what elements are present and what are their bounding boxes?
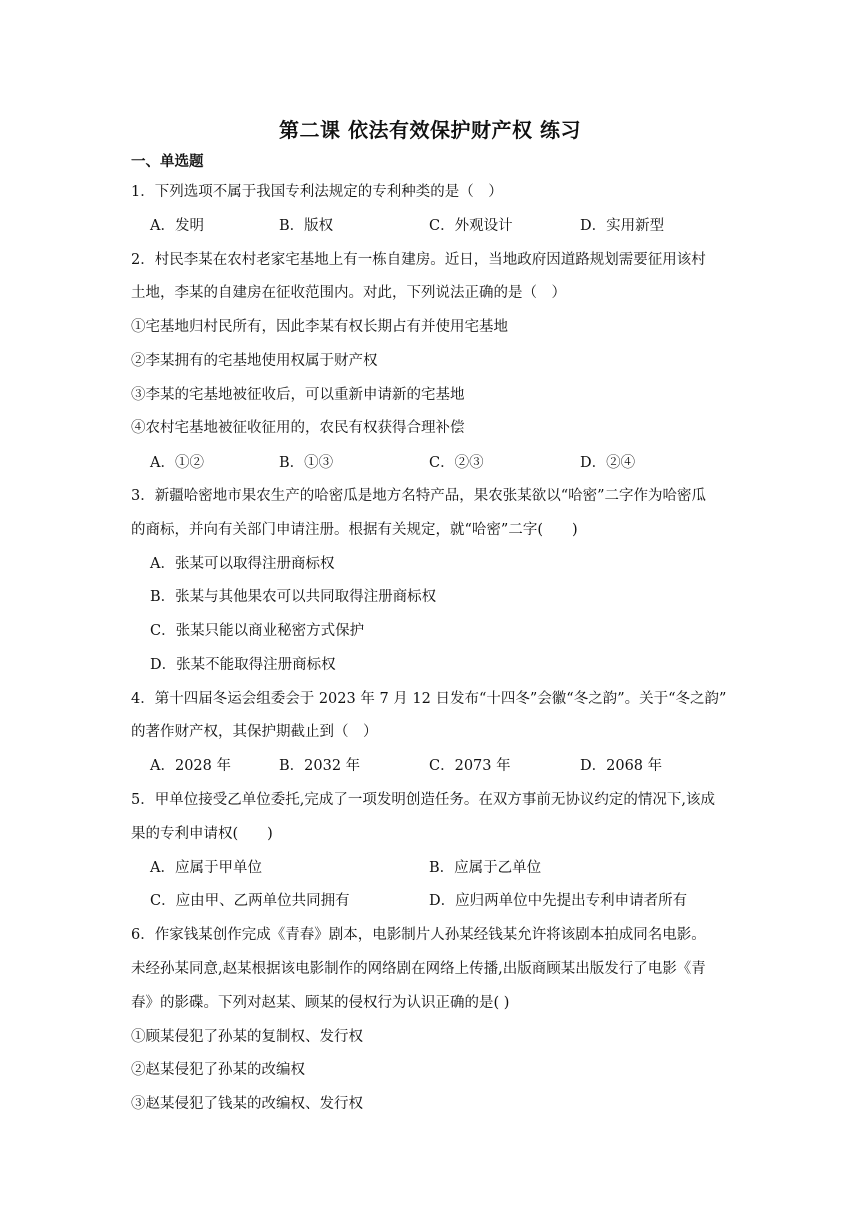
q5-option-b: B．应属于乙单位 xyxy=(429,860,542,876)
question-6-stem-line-3: 春》的影碟。下列对赵某、顾某的侵权行为认识正确的是( ) xyxy=(131,995,510,1011)
q3-option-c: C．张某只能以商业秘密方式保护 xyxy=(150,623,365,639)
question-3-stem-line-1: 3．新疆哈密地市果农生产的哈密瓜是地方名特产品，果农张某欲以“哈密”二字作为哈密瓜 xyxy=(131,488,707,504)
question-2-stem-line-2: 土地，李某的自建房在征收范围内。对此，下列说法正确的是（ ） xyxy=(131,285,566,301)
question-6-statement-2: ②赵某侵犯了孙某的改编权 xyxy=(131,1062,305,1078)
q3-option-a: A．张某可以取得注册商标权 xyxy=(150,556,335,572)
q2-option-a: A．①② xyxy=(150,455,204,471)
question-4-stem-line-1: 4．第十四届冬运会组委会于 2023 年 7 月 12 日发布“十四冬”会徽“冬之韵”。关于“冬之韵” xyxy=(131,691,727,707)
q4-option-b: B．2032 年 xyxy=(279,758,361,774)
page-title: 第二课 依法有效保护财产权 练习 xyxy=(279,118,581,142)
q5-option-d: D．应归两单位中先提出专利申请者所有 xyxy=(429,893,688,909)
q1-option-c: C．外观设计 xyxy=(429,218,513,234)
q1-option-d: D．实用新型 xyxy=(580,218,665,234)
q1-option-b: B．版权 xyxy=(279,218,334,234)
q4-option-d: D．2068 年 xyxy=(580,758,663,774)
q4-option-c: C．2073 年 xyxy=(429,758,511,774)
question-2-stem-line-1: 2．村民李某在农村老家宅基地上有一栋自建房。近日，当地政府因道路规划需要征用该村 xyxy=(131,252,706,268)
q3-option-d: D．张某不能取得注册商标权 xyxy=(150,657,336,673)
q1-option-a: A．发明 xyxy=(150,218,204,234)
q5-option-a: A．应属于甲单位 xyxy=(150,860,262,876)
question-5-stem-line-2: 果的专利申请权( ) xyxy=(131,826,273,842)
question-2-statement-3: ③李某的宅基地被征收后，可以重新申请新的宅基地 xyxy=(131,387,465,403)
question-4-stem-line-2: 的著作财产权，其保护期截止到（ ） xyxy=(131,724,378,740)
section-heading: 一、单选题 xyxy=(131,154,204,170)
question-1-stem: 1．下列选项不属于我国专利法规定的专利种类的是（ ） xyxy=(131,184,503,200)
question-6-statement-1: ①顾某侵犯了孙某的复制权、发行权 xyxy=(131,1029,363,1045)
question-3-stem-line-2: 的商标，并向有关部门申请注册。根据有关规定，就“哈密”二字( ) xyxy=(131,522,578,538)
q5-option-c: C．应由甲、乙两单位共同拥有 xyxy=(150,893,350,909)
question-5-stem-line-1: 5．甲单位接受乙单位委托,完成了一项发明创造任务。在双方事前无协议约定的情况下,该成 xyxy=(131,792,715,808)
q2-option-b: B．①③ xyxy=(279,455,334,471)
question-6-stem-line-2: 未经孙某同意,赵某根据该电影制作的网络剧在网络上传播,出版商顾某出版发行了电影《青 xyxy=(131,961,706,977)
question-2-statement-4: ④农村宅基地被征收征用的，农民有权获得合理补偿 xyxy=(131,420,465,436)
question-2-statement-2: ②李某拥有的宅基地使用权属于财产权 xyxy=(131,353,378,369)
q3-option-b: B．张某与其他果农可以共同取得注册商标权 xyxy=(150,589,437,605)
q2-option-c: C．②③ xyxy=(429,455,484,471)
question-2-statement-1: ①宅基地归村民所有，因此李某有权长期占有并使用宅基地 xyxy=(131,319,508,335)
q2-option-d: D．②④ xyxy=(580,455,636,471)
q4-option-a: A．2028 年 xyxy=(150,758,231,774)
question-6-statement-3: ③赵某侵犯了钱某的改编权、发行权 xyxy=(131,1096,363,1112)
question-6-stem-line-1: 6．作家钱某创作完成《青春》剧本，电影制片人孙某经钱某允许将该剧本拍成同名电影。 xyxy=(131,927,706,943)
